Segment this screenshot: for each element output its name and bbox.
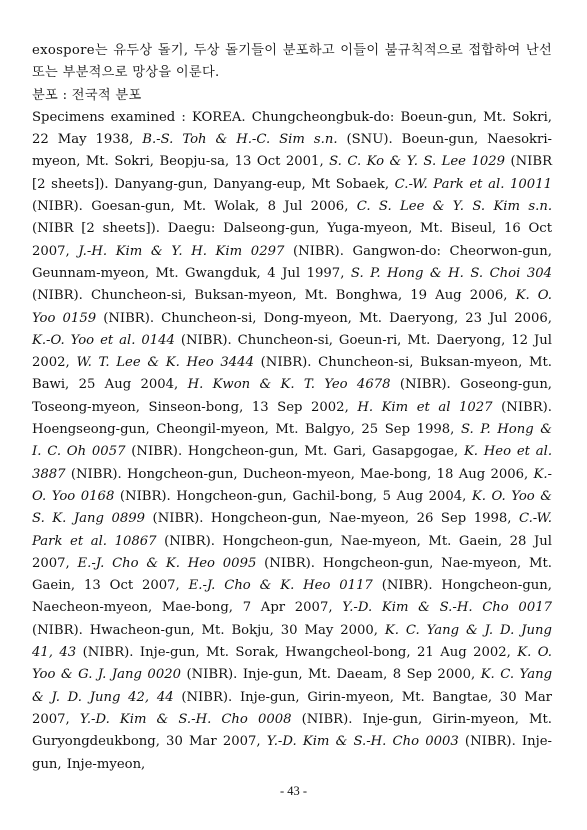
locality-text: (NIBR). Gangwon-do: Cheorwon-gun, Geunnam-myeon, Mt. Gwangduk, 4 Jul 1997,	[32, 243, 552, 281]
locality-text: (NIBR). Inje-gun, Inje-myeon,	[32, 734, 552, 772]
collector-citation: C.-W. Park et al. 10867	[32, 511, 552, 549]
page-number: - 43 -	[279, 784, 308, 798]
collector-citation: K.-O. Yoo et al. 0144	[32, 332, 175, 348]
collector-citation: Y.-D. Kim & S.-H. Cho 0017	[342, 600, 552, 616]
locality-text: (NIBR). Chuncheon-si, Buksan-myeon, Mt. Bonghwa, 19 Aug 2006,	[32, 288, 516, 304]
locality-text: (SNU). Boeun-gun, Naesokri-myeon, Mt. Sokri, Beopju-sa, 13 Oct 2001,	[32, 132, 552, 170]
locality-text: (NIBR). Hongcheon-gun, Naecheon-myeon, Mae-bong, 7 Apr 2007,	[32, 578, 552, 616]
collector-citation: B.-S. Toh & H.-C. Sim s.n.	[142, 132, 338, 148]
locality-text: (NIBR). Chuncheon-si, Dong-myeon, Mt. Daeryong, 23 Jul 2006,	[96, 310, 552, 326]
specimens-examined	[32, 107, 552, 776]
locality-text: (NIBR). Inje-gun, Girin-myeon, Mt. Guryongdeukbong, 30 Mar 2007,	[32, 711, 552, 750]
locality-text: Specimens examined : KOREA. Chungcheongbuk-do: Boeun-gun, Mt. Sokri, 22 May 1938,	[32, 109, 552, 148]
collector-citation: W. T. Lee & K. Heo 3444	[76, 355, 254, 371]
locality-text: (NIBR [2 sheets]). Danyang-gun, Danyang-eup, Mt Sobaek,	[32, 154, 552, 192]
locality-text: (NIBR). Inje-gun, Mt. Daeam, 8 Sep 2000,	[181, 667, 481, 683]
collector-citation: C.-W. Park et al. 10011	[394, 176, 552, 192]
locality-text: (NIBR [2 sheets]). Daegu: Dalseong-gun, Yuga-myeon, Mt. Biseul, 16 Oct 2007,	[32, 221, 552, 259]
collector-citation: K. O. Yoo 0159	[32, 288, 552, 326]
collector-citation: K. C. Yang & J. D. Jung 41, 43	[32, 622, 552, 661]
document-body	[32, 40, 552, 776]
collector-citation: S. C. Ko & Y. S. Lee 1029	[329, 154, 506, 170]
locality-text: (NIBR). Hongcheon-gun, Nae-myeon, Mt. Gaein, 13 Oct 2007,	[32, 555, 552, 594]
locality-text: (NIBR). Goseong-gun, Toseong-myeon, Sinseon-bong, 13 Sep 2002,	[32, 377, 553, 415]
locality-text: (NIBR). Inje-gun, Mt. Sorak, Hwangcheol-bong, 21 Aug 2002,	[76, 645, 518, 661]
collector-citation: C. S. Lee & Y. S. Kim s.n.	[356, 199, 553, 215]
collector-citation: K. O. Yoo & S. K. Jang 0899	[32, 488, 552, 527]
collector-citation: S. P. Hong & H. S. Choi 304	[350, 265, 552, 281]
collector-citation: S. P. Hong & I. C. Oh 0057	[32, 422, 552, 460]
collector-citation: K. Heo et al. 3887	[32, 444, 553, 482]
exospore-description: exospore는 유두상 돌기, 두상 돌기들이 분포하고 이들이 불규칙적으로 접합하여 난선 또는 부분적으로 망상을 이룬다.	[32, 43, 552, 81]
collector-citation: Y.-D. Kim & S.-H. Cho 0003	[266, 734, 459, 750]
collector-citation: K.-O. Yoo 0168	[32, 466, 552, 504]
collector-citation: J.-H. Kim & Y. H. Kim 0297	[78, 243, 285, 259]
locality-text: (NIBR). Inje-gun, Girin-myeon, Mt. Bangtae, 30 Mar 2007,	[32, 689, 552, 727]
collector-citation: H. Kim et al 1027	[357, 399, 493, 415]
locality-text: (NIBR). Hongcheon-gun, Nae-myeon, 26 Sep 1998,	[145, 511, 519, 527]
locality-text: (NIBR). Hongcheon-gun, Gachil-bong, 5 Aug 2004,	[114, 488, 472, 504]
locality-text: (NIBR). Hongcheon-gun, Ducheon-myeon, Mae-bong, 18 Aug 2006,	[65, 466, 534, 482]
collector-citation: E.-J. Cho & K. Heo 0095	[77, 555, 257, 571]
collector-citation: K. C. Yang & J. D. Jung 42, 44	[32, 667, 553, 705]
locality-text: (NIBR). Chuncheon-si, Buksan-myeon, Mt. Bawi, 25 Aug 2004,	[32, 355, 552, 393]
locality-text: (NIBR). Hongcheon-gun, Mt. Gari, Gasapgogae,	[125, 444, 464, 460]
locality-text: (NIBR). Goesan-gun, Mt. Wolak, 8 Jul 2006,	[32, 199, 357, 215]
collector-citation: K. O. Yoo & G. J. Jang 0020	[32, 645, 553, 683]
distribution-line: 분포 : 전국적 분포	[32, 87, 142, 103]
locality-text: (NIBR). Hoengseong-gun, Cheongil-myeon, Mt. Balgyo, 25 Sep 1998,	[32, 399, 552, 438]
locality-text: (NIBR). Hongcheon-gun, Nae-myeon, Mt. Gaein, 28 Jul 2007,	[32, 533, 552, 571]
locality-text: (NIBR). Hwacheon-gun, Mt. Bokju, 30 May 2000,	[32, 622, 385, 638]
collector-citation: H. Kwon & K. T. Yeo 4678	[187, 377, 391, 393]
collector-citation: E.-J. Cho & K. Heo 0117	[188, 578, 373, 594]
collector-citation: Y.-D. Kim & S.-H. Cho 0008	[79, 711, 292, 727]
locality-text: (NIBR). Chuncheon-si, Goeun-ri, Mt. Daeryong, 12 Jul 2002,	[32, 332, 552, 371]
